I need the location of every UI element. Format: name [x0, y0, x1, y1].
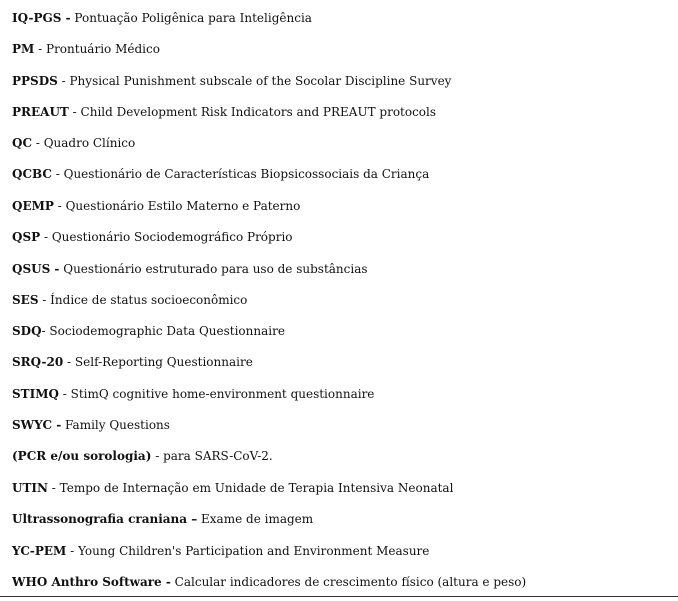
list-item: [12, 323, 285, 339]
definition: Calcular indicadores de crescimento físico (altura e peso): [170, 575, 527, 589]
abbreviation: YC-PEM: [12, 544, 67, 558]
definition: - Self-Reporting Questionnaire: [63, 355, 253, 369]
abbreviation: SDQ: [12, 324, 42, 338]
list-item: [12, 448, 273, 464]
definition: Exame de imagem: [197, 512, 314, 526]
list-item: [12, 261, 368, 277]
list-item: [12, 417, 170, 433]
definition: - Tempo de Internação em Unidade de Terapia Intensiva Neonatal: [47, 481, 454, 495]
list-item: [12, 73, 451, 89]
definition: Questionário estruturado para uso de substâncias: [59, 262, 368, 276]
bottom-divider: [0, 596, 678, 597]
list-item: [12, 10, 312, 26]
definition: - Prontuário Médico: [34, 42, 160, 56]
definition: - Índice de status socioeconômico: [38, 293, 248, 307]
abbreviation: SRQ-20: [12, 355, 64, 369]
abbreviation: UTIN: [12, 481, 48, 495]
abbreviation: STIMQ: [12, 387, 59, 401]
abbreviation: SWYC -: [12, 418, 62, 432]
definition: - Physical Punishment subscale of the Socolar Discipline Survey: [57, 74, 452, 88]
definition: Family Questions: [61, 418, 170, 432]
list-item: [12, 292, 247, 308]
definition: - Sociodemographic Data Questionnaire: [41, 324, 285, 338]
definition: - Questionário de Características Biopsicossociais da Criança: [51, 167, 430, 181]
list-item: [12, 41, 160, 57]
definition: - StimQ cognitive home-environment questionnaire: [58, 387, 375, 401]
abbreviation: (PCR e/ou sorologia): [12, 449, 152, 463]
list-item: [12, 543, 429, 559]
definition: - Child Development Risk Indicators and PREAUT protocols: [68, 105, 437, 119]
abbreviation: Ultrassonografia craniana –: [12, 512, 198, 526]
list-item: [12, 511, 313, 527]
definition: Pontuação Poligênica para Inteligência: [70, 11, 312, 25]
list-item: [12, 386, 374, 402]
abbreviation: WHO Anthro Software -: [12, 575, 171, 589]
list-item: [12, 166, 429, 182]
abbreviation: QSP: [12, 230, 41, 244]
abbreviation: QC: [12, 136, 33, 150]
abbreviation: SES: [12, 293, 39, 307]
list-item: [12, 480, 453, 496]
list-item: [12, 198, 300, 214]
list-item: [12, 104, 436, 120]
definition: - Questionário Sociodemográfico Próprio: [40, 230, 293, 244]
list-item: [12, 574, 526, 590]
definition: - Quadro Clínico: [32, 136, 136, 150]
abbreviation: QEMP: [12, 199, 54, 213]
definition: - Questionário Estilo Materno e Paterno: [53, 199, 301, 213]
abbreviation: PPSDS: [12, 74, 58, 88]
list-item: [12, 354, 253, 370]
abbreviation: PM: [12, 42, 35, 56]
definition: - Young Children's Participation and Environment Measure: [66, 544, 430, 558]
definition: - para SARS-CoV-2.: [151, 449, 273, 463]
abbreviation: IQ-PGS -: [12, 11, 71, 25]
list-item: [12, 135, 135, 151]
list-item: [12, 229, 293, 245]
abbreviation: PREAUT: [12, 105, 69, 119]
abbreviation: QSUS -: [12, 262, 60, 276]
abbreviation: QCBC: [12, 167, 52, 181]
